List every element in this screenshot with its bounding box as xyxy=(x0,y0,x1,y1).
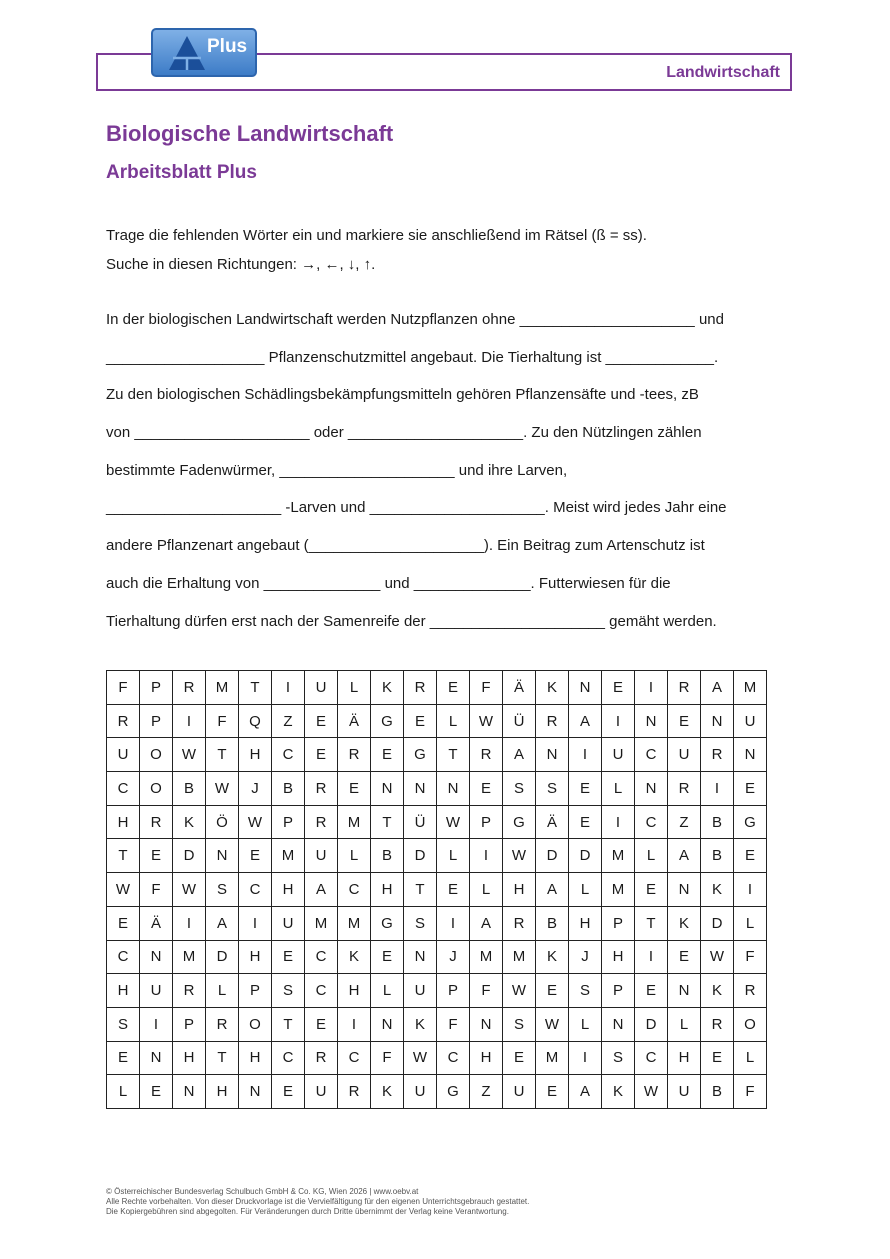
grid-cell[interactable]: P xyxy=(173,1007,206,1041)
cloze-line: In der biologischen Landwirtschaft werden Nutzpflanzen ohne _____________________ und xyxy=(106,311,724,328)
grid-cell[interactable]: E xyxy=(602,671,635,705)
grid-cell[interactable]: O xyxy=(140,772,173,806)
grid-cell[interactable]: K xyxy=(173,805,206,839)
grid-cell[interactable]: L xyxy=(668,1007,701,1041)
grid-cell[interactable]: R xyxy=(107,704,140,738)
grid-cell[interactable]: H xyxy=(668,1041,701,1075)
grid-cell[interactable]: R xyxy=(536,704,569,738)
grid-cell[interactable]: G xyxy=(371,704,404,738)
grid-cell[interactable]: H xyxy=(239,1041,272,1075)
grid-cell[interactable]: C xyxy=(272,738,305,772)
grid-cell[interactable]: L xyxy=(437,704,470,738)
grid-cell[interactable]: E xyxy=(140,1075,173,1109)
grid-cell[interactable]: H xyxy=(107,805,140,839)
grid-cell[interactable]: F xyxy=(734,1075,767,1109)
grid-cell[interactable]: L xyxy=(371,974,404,1008)
grid-cell[interactable]: F xyxy=(107,671,140,705)
grid-cell[interactable]: L xyxy=(338,671,371,705)
grid-cell[interactable]: W xyxy=(437,805,470,839)
grid-cell[interactable]: M xyxy=(734,671,767,705)
grid-cell[interactable]: R xyxy=(338,738,371,772)
grid-cell[interactable]: Ü xyxy=(404,805,437,839)
grid-cell[interactable]: M xyxy=(338,906,371,940)
grid-cell[interactable]: P xyxy=(602,906,635,940)
grid-cell[interactable]: D xyxy=(404,839,437,873)
grid-cell[interactable]: E xyxy=(272,1075,305,1109)
footer xyxy=(106,1187,529,1217)
grid-cell[interactable]: E xyxy=(536,1075,569,1109)
grid-cell[interactable]: O xyxy=(734,1007,767,1041)
grid-cell[interactable]: I xyxy=(635,671,668,705)
grid-cell[interactable]: K xyxy=(371,1075,404,1109)
grid-cell[interactable]: Ä xyxy=(338,704,371,738)
grid-cell[interactable]: E xyxy=(272,940,305,974)
grid-cell[interactable]: B xyxy=(173,772,206,806)
grid-cell[interactable]: U xyxy=(305,671,338,705)
grid-cell[interactable]: S xyxy=(602,1041,635,1075)
grid-cell[interactable]: D xyxy=(536,839,569,873)
grid-cell[interactable]: T xyxy=(107,839,140,873)
grid-row xyxy=(107,1007,767,1041)
grid-cell[interactable]: J xyxy=(239,772,272,806)
grid-cell[interactable]: N xyxy=(635,704,668,738)
triangle-logo-icon xyxy=(167,34,207,72)
grid-cell[interactable]: N xyxy=(206,839,239,873)
grid-cell[interactable]: A xyxy=(536,873,569,907)
grid-cell[interactable]: K xyxy=(668,906,701,940)
grid-row xyxy=(107,974,767,1008)
grid-cell[interactable]: R xyxy=(305,1041,338,1075)
grid-row xyxy=(107,1075,767,1109)
grid-cell[interactable]: A xyxy=(503,738,536,772)
grid-cell[interactable]: N xyxy=(701,704,734,738)
grid-cell[interactable]: N xyxy=(371,772,404,806)
page-subtitle: Arbeitsblatt Plus xyxy=(106,162,257,183)
grid-cell[interactable]: I xyxy=(734,873,767,907)
grid-cell[interactable]: K xyxy=(701,873,734,907)
grid-cell[interactable]: A xyxy=(569,1075,602,1109)
cloze-line: andere Pflanzenart angebaut (_____________________). Ein Beitrag zum Artenschutz ist xyxy=(106,537,705,555)
grid-cell[interactable]: I xyxy=(338,1007,371,1041)
grid-cell[interactable]: S xyxy=(503,772,536,806)
grid-cell[interactable]: N xyxy=(140,1041,173,1075)
grid-cell[interactable]: T xyxy=(437,738,470,772)
grid-cell[interactable]: B xyxy=(701,1075,734,1109)
grid-cell[interactable]: T xyxy=(404,873,437,907)
grid-cell[interactable]: W xyxy=(107,873,140,907)
grid-cell[interactable]: C xyxy=(437,1041,470,1075)
grid-row xyxy=(107,839,767,873)
grid-cell[interactable]: D xyxy=(635,1007,668,1041)
grid-cell[interactable]: C xyxy=(338,1041,371,1075)
grid-cell[interactable]: L xyxy=(602,772,635,806)
grid-cell[interactable]: C xyxy=(305,974,338,1008)
grid-cell[interactable]: S xyxy=(404,906,437,940)
grid-cell[interactable]: S xyxy=(206,873,239,907)
grid-cell[interactable]: F xyxy=(470,671,503,705)
grid-cell[interactable]: M xyxy=(173,940,206,974)
grid-cell[interactable]: U xyxy=(272,906,305,940)
grid-cell[interactable]: K xyxy=(701,974,734,1008)
grid-cell[interactable]: R xyxy=(701,738,734,772)
grid-cell[interactable]: K xyxy=(536,671,569,705)
grid-cell[interactable]: E xyxy=(635,974,668,1008)
grid-cell[interactable]: W xyxy=(206,772,239,806)
grid-cell[interactable]: H xyxy=(239,940,272,974)
grid-cell[interactable]: M xyxy=(602,839,635,873)
grid-cell[interactable]: E xyxy=(668,704,701,738)
grid-cell[interactable]: Ä xyxy=(140,906,173,940)
grid-cell[interactable]: W xyxy=(701,940,734,974)
cloze-line: von _____________________ oder _____________________. Zu den Nützlingen zählen xyxy=(106,424,702,442)
grid-cell[interactable]: K xyxy=(536,940,569,974)
grid-cell[interactable]: N xyxy=(602,1007,635,1041)
grid-cell[interactable]: W xyxy=(503,839,536,873)
grid-cell[interactable]: E xyxy=(404,704,437,738)
grid-cell[interactable]: W xyxy=(635,1075,668,1109)
grid-row xyxy=(107,772,767,806)
grid-cell[interactable]: E xyxy=(569,805,602,839)
grid-cell[interactable]: T xyxy=(206,738,239,772)
grid-cell[interactable]: Q xyxy=(239,704,272,738)
grid-cell[interactable]: D xyxy=(173,839,206,873)
grid-cell[interactable]: I xyxy=(437,906,470,940)
grid-cell[interactable]: N xyxy=(569,671,602,705)
grid-row xyxy=(107,738,767,772)
grid-cell[interactable]: L xyxy=(569,1007,602,1041)
grid-row xyxy=(107,873,767,907)
grid-cell[interactable]: W xyxy=(173,738,206,772)
grid-cell[interactable]: G xyxy=(503,805,536,839)
grid-cell[interactable]: C xyxy=(635,738,668,772)
grid-cell[interactable]: N xyxy=(470,1007,503,1041)
grid-cell[interactable]: R xyxy=(470,738,503,772)
grid-cell[interactable]: B xyxy=(536,906,569,940)
grid-cell[interactable]: W xyxy=(239,805,272,839)
grid-cell[interactable]: A xyxy=(305,873,338,907)
grid-cell[interactable]: R xyxy=(173,974,206,1008)
grid-cell[interactable]: T xyxy=(371,805,404,839)
grid-cell[interactable]: U xyxy=(602,738,635,772)
grid-cell[interactable]: S xyxy=(536,772,569,806)
grid-cell[interactable]: R xyxy=(305,772,338,806)
grid-cell[interactable]: S xyxy=(107,1007,140,1041)
grid-cell[interactable]: R xyxy=(503,906,536,940)
grid-cell[interactable]: R xyxy=(701,1007,734,1041)
grid-cell[interactable]: W xyxy=(173,873,206,907)
grid-cell[interactable]: N xyxy=(404,940,437,974)
grid-cell[interactable]: H xyxy=(239,738,272,772)
grid-cell[interactable]: L xyxy=(437,839,470,873)
grid-cell[interactable]: M xyxy=(602,873,635,907)
grid-cell[interactable]: R xyxy=(668,772,701,806)
grid-cell[interactable]: L xyxy=(734,1041,767,1075)
grid-cell[interactable]: O xyxy=(140,738,173,772)
cloze-line: auch die Erhaltung von ______________ und ______________. Futterwiesen für die xyxy=(106,574,671,592)
grid-row xyxy=(107,671,767,705)
plus-logo xyxy=(151,28,257,77)
grid-cell[interactable]: I xyxy=(140,1007,173,1041)
grid-cell[interactable]: M xyxy=(338,805,371,839)
grid-cell[interactable]: Z xyxy=(272,704,305,738)
grid-cell[interactable]: H xyxy=(503,873,536,907)
grid-cell[interactable]: Z xyxy=(470,1075,503,1109)
grid-cell[interactable]: U xyxy=(668,1075,701,1109)
grid-cell[interactable]: A xyxy=(470,906,503,940)
grid-row xyxy=(107,805,767,839)
grid-cell[interactable]: E xyxy=(734,839,767,873)
cloze-line: ___________________ Pflanzenschutzmittel angebaut. Die Tierhaltung ist _____________. xyxy=(106,348,719,366)
grid-cell[interactable]: S xyxy=(503,1007,536,1041)
grid-cell[interactable]: S xyxy=(569,974,602,1008)
grid-cell[interactable]: L xyxy=(338,839,371,873)
grid-cell[interactable]: Ö xyxy=(206,805,239,839)
grid-cell[interactable]: B xyxy=(701,805,734,839)
grid-cell[interactable]: I xyxy=(173,704,206,738)
grid-cell[interactable]: C xyxy=(107,772,140,806)
grid-cell[interactable]: A xyxy=(569,704,602,738)
grid-cell[interactable]: E xyxy=(140,839,173,873)
grid-cell[interactable]: H xyxy=(569,906,602,940)
grid-cell[interactable]: C xyxy=(272,1041,305,1075)
grid-cell[interactable]: Z xyxy=(668,805,701,839)
cloze-line: Zu den biologischen Schädlingsbekämpfungsmitteln gehören Pflanzensäfte und -tees, zB xyxy=(106,386,699,404)
grid-cell[interactable]: U xyxy=(140,974,173,1008)
grid-cell[interactable]: R xyxy=(404,671,437,705)
grid-cell[interactable]: F xyxy=(371,1041,404,1075)
grid-cell[interactable]: H xyxy=(602,940,635,974)
grid-cell[interactable]: B xyxy=(701,839,734,873)
grid-cell[interactable]: N xyxy=(437,772,470,806)
grid-cell[interactable]: N xyxy=(668,873,701,907)
grid-cell[interactable]: P xyxy=(140,704,173,738)
subject-label: Landwirtschaft xyxy=(666,64,780,81)
cloze-line: _____________________ -Larven und _____________________. Meist wird jedes Jahr eine xyxy=(106,499,727,517)
grid-cell[interactable]: K xyxy=(602,1075,635,1109)
grid-cell[interactable]: C xyxy=(305,940,338,974)
grid-cell[interactable]: R xyxy=(173,671,206,705)
grid-cell[interactable]: B xyxy=(272,772,305,806)
grid-cell[interactable]: L xyxy=(107,1075,140,1109)
grid-cell[interactable]: D xyxy=(206,940,239,974)
grid-cell[interactable]: I xyxy=(701,772,734,806)
grid-cell[interactable]: U xyxy=(404,1075,437,1109)
grid-cell[interactable]: E xyxy=(635,873,668,907)
grid-cell[interactable]: P xyxy=(272,805,305,839)
grid-cell[interactable]: W xyxy=(536,1007,569,1041)
grid-cell[interactable]: E xyxy=(107,906,140,940)
grid-cell[interactable]: F xyxy=(140,873,173,907)
grid-cell[interactable]: F xyxy=(437,1007,470,1041)
grid-cell[interactable]: P xyxy=(140,671,173,705)
grid-cell[interactable]: P xyxy=(470,805,503,839)
grid-cell[interactable]: F xyxy=(206,704,239,738)
grid-cell[interactable]: J xyxy=(569,940,602,974)
grid-cell[interactable]: U xyxy=(305,839,338,873)
grid-cell[interactable]: P xyxy=(437,974,470,1008)
grid-cell[interactable]: Ü xyxy=(503,704,536,738)
grid-cell[interactable]: L xyxy=(569,873,602,907)
grid-cell[interactable]: K xyxy=(338,940,371,974)
grid-cell[interactable]: L xyxy=(635,839,668,873)
grid-cell[interactable]: M xyxy=(272,839,305,873)
grid-cell[interactable]: L xyxy=(206,974,239,1008)
grid-cell[interactable]: S xyxy=(272,974,305,1008)
grid-cell[interactable]: M xyxy=(305,906,338,940)
grid-cell[interactable]: M xyxy=(536,1041,569,1075)
grid-cell[interactable]: E xyxy=(305,704,338,738)
grid-cell[interactable]: E xyxy=(371,738,404,772)
grid-cell[interactable]: L xyxy=(734,906,767,940)
grid-cell[interactable]: F xyxy=(734,940,767,974)
grid-cell[interactable]: I xyxy=(602,704,635,738)
grid-cell[interactable]: H xyxy=(470,1041,503,1075)
grid-cell[interactable]: E xyxy=(107,1041,140,1075)
cloze-text xyxy=(106,310,796,649)
grid-cell[interactable]: N xyxy=(140,940,173,974)
grid-cell[interactable]: G xyxy=(404,738,437,772)
grid-cell[interactable]: E xyxy=(371,940,404,974)
grid-cell[interactable]: M xyxy=(503,940,536,974)
grid-cell[interactable]: I xyxy=(173,906,206,940)
grid-cell[interactable]: L xyxy=(470,873,503,907)
instruction-line: Trage die fehlenden Wörter ein und markiere sie anschließend im Rätsel (ß = ss). xyxy=(106,227,647,244)
grid-cell[interactable]: C xyxy=(239,873,272,907)
grid-cell[interactable]: U xyxy=(734,704,767,738)
grid-cell[interactable]: H xyxy=(206,1075,239,1109)
grid-cell[interactable]: J xyxy=(437,940,470,974)
grid-cell[interactable]: E xyxy=(701,1041,734,1075)
grid-cell[interactable]: H xyxy=(338,974,371,1008)
logo-text: Plus xyxy=(207,36,248,57)
grid-cell[interactable]: N xyxy=(536,738,569,772)
grid-cell[interactable]: I xyxy=(569,1041,602,1075)
grid-cell[interactable]: H xyxy=(371,873,404,907)
grid-cell[interactable]: W xyxy=(404,1041,437,1075)
grid-cell[interactable]: O xyxy=(239,1007,272,1041)
grid-row xyxy=(107,940,767,974)
grid-row xyxy=(107,704,767,738)
grid-cell[interactable]: G xyxy=(437,1075,470,1109)
grid-cell[interactable]: R xyxy=(668,671,701,705)
grid-cell[interactable]: E xyxy=(437,671,470,705)
grid-row xyxy=(107,906,767,940)
grid-cell[interactable]: A xyxy=(701,671,734,705)
grid-cell[interactable]: E xyxy=(668,940,701,974)
grid-cell[interactable]: T xyxy=(272,1007,305,1041)
grid-cell[interactable]: U xyxy=(404,974,437,1008)
grid-cell[interactable]: H xyxy=(272,873,305,907)
grid-cell[interactable]: E xyxy=(338,772,371,806)
grid-cell[interactable]: E xyxy=(437,873,470,907)
grid-cell[interactable]: E xyxy=(239,839,272,873)
grid-cell[interactable]: P xyxy=(602,974,635,1008)
grid-cell[interactable]: C xyxy=(107,940,140,974)
grid-cell[interactable]: Ä xyxy=(536,805,569,839)
grid-cell[interactable]: U xyxy=(503,1075,536,1109)
grid-cell[interactable]: W xyxy=(503,974,536,1008)
grid-cell[interactable]: P xyxy=(239,974,272,1008)
grid-cell[interactable]: D xyxy=(701,906,734,940)
grid-cell[interactable]: N xyxy=(734,738,767,772)
grid-cell[interactable]: F xyxy=(470,974,503,1008)
grid-cell[interactable]: M xyxy=(470,940,503,974)
grid-cell[interactable]: W xyxy=(470,704,503,738)
grid-cell[interactable]: G xyxy=(371,906,404,940)
grid-cell[interactable]: N xyxy=(173,1075,206,1109)
grid-cell[interactable]: R xyxy=(734,974,767,1008)
grid-cell[interactable]: A xyxy=(668,839,701,873)
grid-cell[interactable]: N xyxy=(635,772,668,806)
grid-cell[interactable]: I xyxy=(272,671,305,705)
grid-cell[interactable]: R xyxy=(140,805,173,839)
grid-cell[interactable]: I xyxy=(602,805,635,839)
grid-cell[interactable]: C xyxy=(635,805,668,839)
grid-cell[interactable]: E xyxy=(536,974,569,1008)
grid-cell[interactable]: I xyxy=(239,906,272,940)
grid-cell[interactable]: M xyxy=(206,671,239,705)
grid-cell[interactable]: E xyxy=(305,738,338,772)
grid-cell[interactable]: E xyxy=(305,1007,338,1041)
grid-cell[interactable]: U xyxy=(305,1075,338,1109)
grid-cell[interactable]: N xyxy=(404,772,437,806)
footer-line: © Österreichischer Bundesverlag Schulbuch GmbH & Co. KG, Wien 2026 | www.oebv.at xyxy=(106,1187,419,1196)
grid-cell[interactable]: T xyxy=(206,1041,239,1075)
grid-cell[interactable]: H xyxy=(107,974,140,1008)
grid-row xyxy=(107,1041,767,1075)
grid-cell[interactable]: R xyxy=(305,805,338,839)
instruction-line: Suche in diesen Richtungen: →, ←, ↓, ↑. xyxy=(106,256,376,273)
word-search-grid xyxy=(106,670,767,1109)
grid-cell[interactable]: C xyxy=(338,873,371,907)
grid-cell[interactable]: I xyxy=(569,738,602,772)
grid-cell[interactable]: I xyxy=(635,940,668,974)
grid-cell[interactable]: Ä xyxy=(503,671,536,705)
grid-cell[interactable]: C xyxy=(635,1041,668,1075)
grid-cell[interactable]: G xyxy=(734,805,767,839)
grid-cell[interactable]: E xyxy=(569,772,602,806)
page-title: Biologische Landwirtschaft xyxy=(106,121,394,146)
grid-cell[interactable]: D xyxy=(569,839,602,873)
grid-cell[interactable]: U xyxy=(107,738,140,772)
grid-cell[interactable]: K xyxy=(404,1007,437,1041)
grid-cell[interactable]: H xyxy=(173,1041,206,1075)
grid-cell[interactable]: N xyxy=(239,1075,272,1109)
grid-cell[interactable]: K xyxy=(371,671,404,705)
grid-cell[interactable]: R xyxy=(206,1007,239,1041)
grid-cell[interactable]: T xyxy=(635,906,668,940)
grid-cell[interactable]: U xyxy=(668,738,701,772)
grid-cell[interactable]: N xyxy=(371,1007,404,1041)
grid-cell[interactable]: E xyxy=(470,772,503,806)
grid-cell[interactable]: T xyxy=(239,671,272,705)
grid-cell[interactable]: B xyxy=(371,839,404,873)
grid-cell[interactable]: R xyxy=(338,1075,371,1109)
grid-cell[interactable]: I xyxy=(470,839,503,873)
grid-cell[interactable]: E xyxy=(734,772,767,806)
footer-line: Die Kopiergebühren sind abgegolten. Für Veränderungen durch Dritte übernimmt der Verlag keine Verantwortung. xyxy=(106,1207,509,1216)
cloze-line: Tierhaltung dürfen erst nach der Samenreife der _____________________ gemäht werden. xyxy=(106,612,717,630)
grid-cell[interactable]: A xyxy=(206,906,239,940)
grid-cell[interactable]: E xyxy=(503,1041,536,1075)
grid-cell[interactable]: N xyxy=(668,974,701,1008)
cloze-line: bestimmte Fadenwürmer, _____________________ und ihre Larven, xyxy=(106,461,568,479)
footer-line: Alle Rechte vorbehalten. Von dieser Druckvorlage ist die Vervielfältigung für den eigenen Unterrichtsgebrauch gestattet. xyxy=(106,1197,530,1206)
